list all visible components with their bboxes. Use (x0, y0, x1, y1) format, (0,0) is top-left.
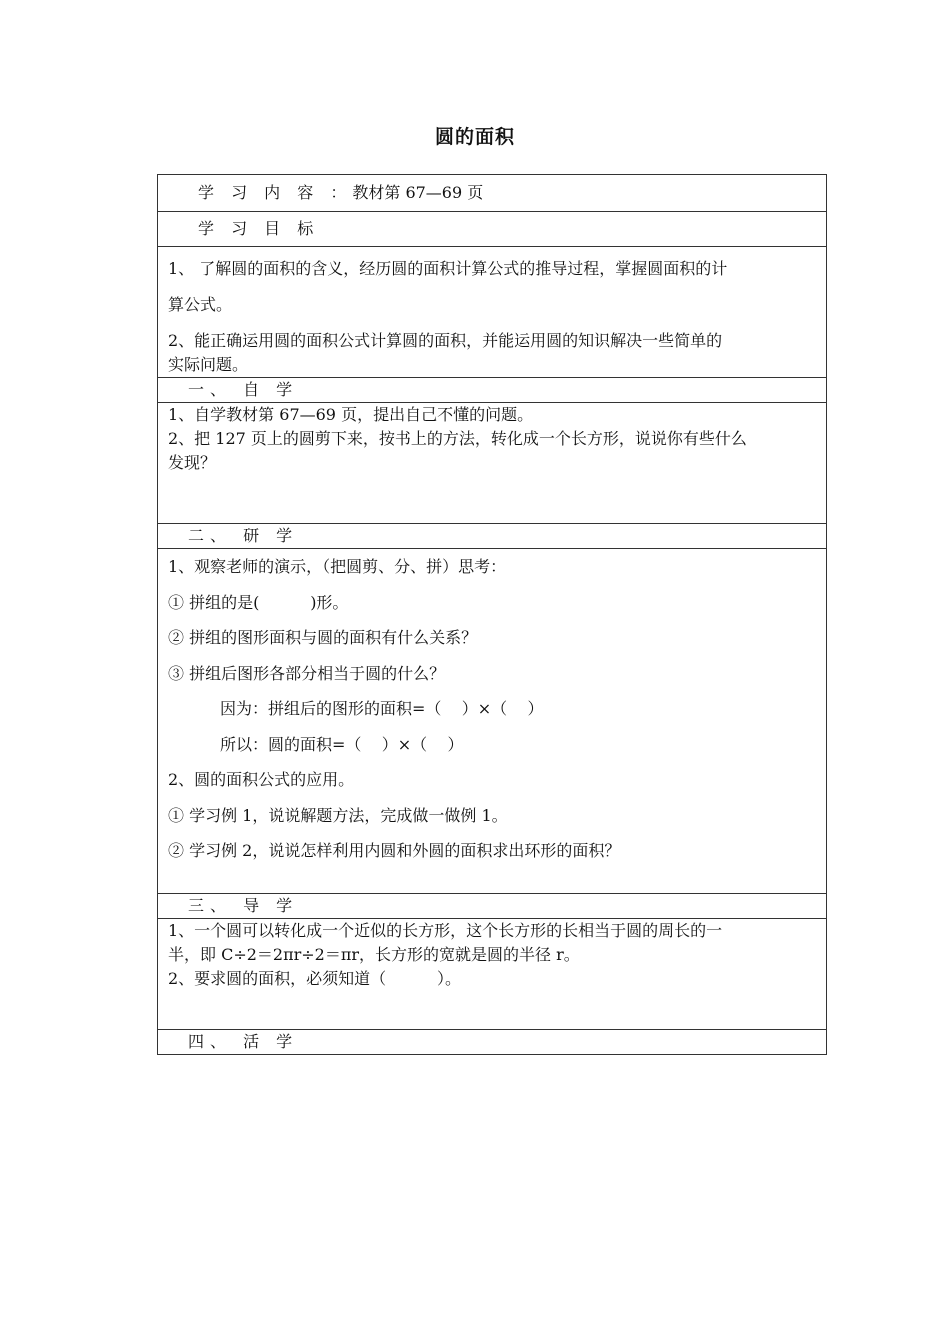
goals-header-row (158, 212, 827, 247)
section2-line9: ② 学习例 2，说说怎样利用内圆和外圆的面积求出环形的面积？ (168, 841, 621, 860)
section1-body-row (158, 403, 827, 524)
section1-line2: 2、把 127 页上的圆剪下来，按书上的方法，转化成一个长方形，说说你有些什么 (168, 429, 747, 448)
section3-body-row (158, 919, 827, 1030)
section1-header-row (158, 378, 827, 403)
content-row (158, 175, 827, 212)
section2-line2: ① 拼组的是( )形。 (168, 592, 349, 612)
section4-header-row (158, 1030, 827, 1055)
goal-item-1a: 1、 了解圆的面积的含义，经历圆的面积计算公式的推导过程，掌握圆面积的计 (168, 259, 728, 278)
section2-line3: ② 拼组的图形面积与圆的面积有什么关系？ (168, 628, 478, 647)
section2-line8: ① 学习例 1，说说解题方法，完成做一做例 1。 (168, 805, 508, 825)
content-label: 学 习 内 容 ： (198, 183, 353, 202)
goals-label: 学 习 目 标 (198, 219, 320, 238)
goals-body-row (158, 247, 827, 378)
section2-line6: 所以：圆的面积=（ ）×（ ） (220, 734, 464, 754)
goal-item-2a: 2、能正确运用圆的面积公式计算圆的面积，并能运用圆的知识解决一些简单的 (168, 331, 723, 350)
section2-label: 二、 研 学 (188, 526, 299, 545)
goal-item-1b: 算公式。 (168, 295, 233, 314)
section2-line4: ③ 拼组后图形各部分相当于圆的什么？ (168, 663, 446, 683)
page-title: 圆的面积 (434, 126, 515, 148)
section2-line7: 2、圆的面积公式的应用。 (168, 770, 355, 789)
content-value: 教材第 67—69 页 (352, 183, 484, 202)
section3-label: 三、 导 学 (188, 896, 299, 915)
goal-item-2b: 实际问题。 (168, 355, 249, 374)
section4-label: 四、 活 学 (188, 1032, 299, 1051)
section3-line3: 2、要求圆的面积，必须知道（ ）。 (168, 969, 462, 988)
section3-line1: 1、一个圆可以转化成一个近似的长方形，这个长方形的长相当于圆的周长的一 (168, 921, 723, 940)
section2-line1: 1、观察老师的演示，（把圆剪、分、拼）思考： (168, 557, 507, 576)
section3-line2: 半，即 C÷2＝2πr÷2＝πr，长方形的宽就是圆的半径 r。 (168, 945, 580, 964)
section2-body-row (158, 549, 827, 894)
section1-label: 一、 自 学 (188, 380, 299, 399)
section1-line3: 发现？ (168, 453, 217, 472)
section1-line1: 1、自学教材第 67—69 页，提出自己不懂的问题。 (168, 405, 534, 424)
section2-line5: 因为：拼组后的图形的面积=（ ）×（ ） (220, 699, 544, 718)
worksheet-table (157, 174, 827, 1055)
section2-header-row (158, 524, 827, 549)
section3-header-row (158, 894, 827, 919)
